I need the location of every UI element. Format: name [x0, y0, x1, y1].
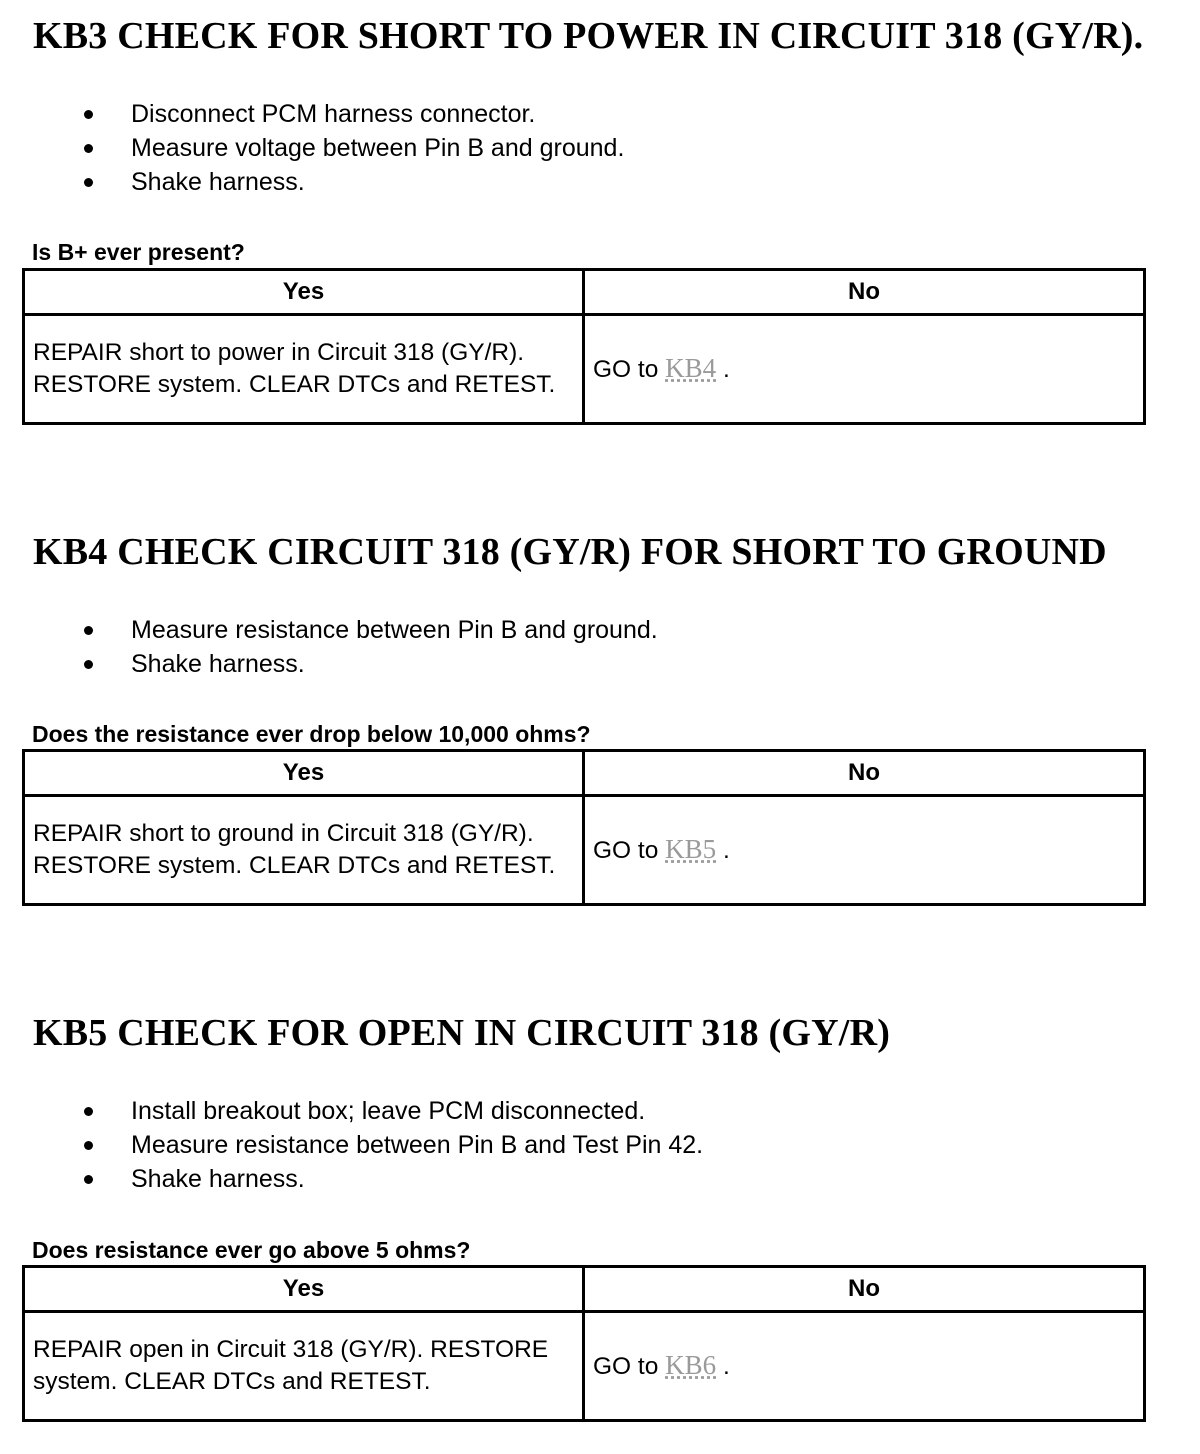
no-header: No [584, 270, 1145, 315]
no-action [584, 1312, 1145, 1421]
no-header: No [584, 751, 1145, 796]
no-action [584, 796, 1145, 905]
go-to-label: GO to [593, 1353, 659, 1380]
bullet-icon [84, 178, 93, 187]
table-header-row [24, 1267, 1145, 1312]
no-action [584, 315, 1145, 424]
bullet-icon [84, 144, 93, 153]
bullet-icon [84, 626, 93, 635]
result-table [22, 268, 1146, 425]
period: . [723, 837, 730, 864]
yes-header: Yes [24, 270, 584, 315]
kb5-link[interactable]: KB5 [665, 834, 717, 864]
question-text: Does the resistance ever drop below 10,000 ohms? [32, 721, 591, 747]
yes-header: Yes [24, 751, 584, 796]
question-text: Does resistance ever go above 5 ohms? [32, 1237, 471, 1263]
step-title: KB3 CHECK FOR SHORT TO POWER IN CIRCUIT 318 (GY/R). [33, 15, 1144, 57]
kb6-link[interactable]: KB6 [665, 1350, 717, 1380]
step-title: KB5 CHECK FOR OPEN IN CIRCUIT 318 (GY/R) [33, 1012, 891, 1054]
bullet-icon [84, 1107, 93, 1116]
go-to-label: GO to [593, 356, 659, 383]
table-row [24, 315, 1145, 424]
yes-action: REPAIR short to ground in Circuit 318 (GY/R). RESTORE system. CLEAR DTCs and RETEST. [24, 796, 584, 905]
step-title: KB4 CHECK CIRCUIT 318 (GY/R) FOR SHORT TO GROUND [33, 531, 1107, 573]
period: . [723, 1353, 730, 1380]
table-header-row [24, 270, 1145, 315]
bullet-icon [84, 660, 93, 669]
kb4-link[interactable]: KB4 [665, 353, 717, 383]
bullet-icon [84, 1175, 93, 1184]
bullet-icon [84, 1141, 93, 1150]
yes-action: REPAIR open in Circuit 318 (GY/R). RESTORE system. CLEAR DTCs and RETEST. [24, 1312, 584, 1421]
result-table [22, 1265, 1146, 1422]
question-text: Is B+ ever present? [32, 239, 245, 265]
yes-header: Yes [24, 1267, 584, 1312]
table-row [24, 1312, 1145, 1421]
yes-action: REPAIR short to power in Circuit 318 (GY/R). RESTORE system. CLEAR DTCs and RETEST. [24, 315, 584, 424]
bullet-icon [84, 110, 93, 119]
go-to-label: GO to [593, 837, 659, 864]
result-table [22, 749, 1146, 906]
table-header-row [24, 751, 1145, 796]
no-header: No [584, 1267, 1145, 1312]
table-row [24, 796, 1145, 905]
period: . [723, 356, 730, 383]
